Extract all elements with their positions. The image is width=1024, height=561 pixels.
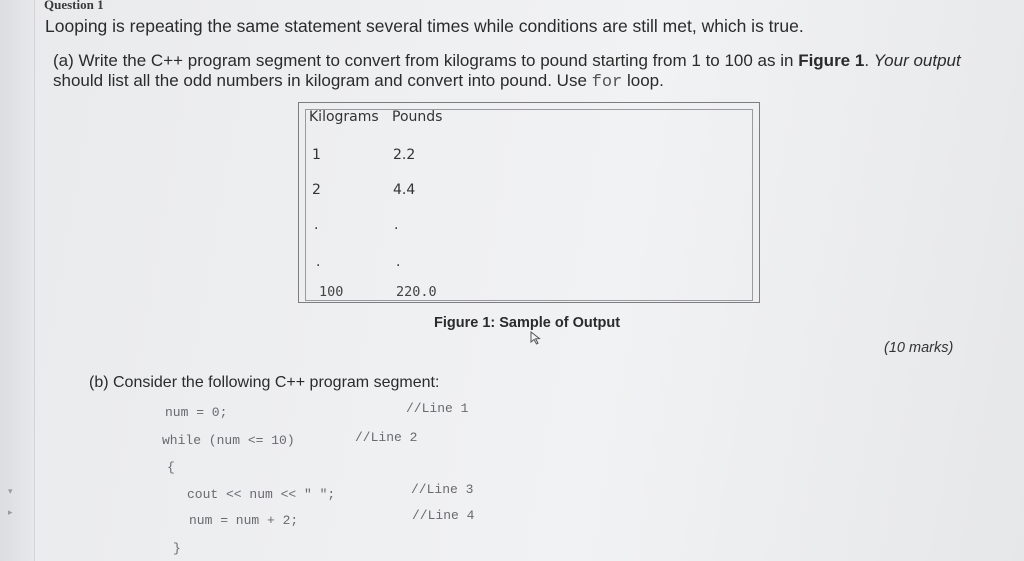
code-comment: //Line 2	[355, 430, 418, 445]
margin-arrow-icon: ▾	[8, 487, 13, 497]
code-line: num = 0;	[165, 405, 228, 420]
code-line: }	[173, 541, 181, 556]
code-comment: //Line 1	[406, 401, 469, 416]
code-keyword-for: for	[591, 73, 623, 92]
col-header-pounds: Pounds	[392, 109, 443, 125]
figure-reference: Figure 1	[798, 51, 865, 70]
part-a-text-1: (a) Write the C++ program segment to convert from kilograms to pound starting from 1 to 100 as in	[53, 51, 799, 70]
part-a-text-4: loop.	[622, 71, 664, 90]
row-lb: .	[394, 217, 399, 233]
code-line: {	[167, 460, 175, 475]
output-figure	[298, 102, 760, 303]
row-kg: .	[316, 254, 321, 270]
code-line: cout << num << " ";	[187, 487, 336, 502]
part-a-text	[53, 51, 1003, 93]
code-line: while (num <= 10)	[162, 433, 295, 448]
left-margin-strip	[0, 0, 35, 561]
row-lb: 2.2	[393, 147, 416, 163]
part-a-text-2: .	[864, 51, 874, 70]
part-b-prompt: (b) Consider the following C++ program segment:	[89, 374, 440, 391]
figure-caption: Figure 1: Sample of Output	[434, 315, 621, 331]
mouse-cursor-icon	[530, 331, 542, 345]
code-comment: //Line 4	[412, 508, 475, 523]
output-figure-inner	[305, 109, 753, 301]
question-label: Question 1	[44, 0, 104, 12]
row-lb: 220.0	[396, 284, 437, 300]
intro-text: Looping is repeating the same statement several times while conditions are still met, which is true.	[45, 16, 804, 36]
row-lb: 4.4	[393, 182, 416, 198]
code-comment: //Line 3	[411, 482, 474, 497]
col-header-kilograms: Kilograms	[309, 109, 379, 125]
row-lb: .	[396, 254, 401, 270]
code-line: num = num + 2;	[189, 513, 299, 528]
row-kg: 100	[319, 284, 344, 300]
marks-label: (10 marks)	[884, 340, 954, 356]
part-a-italic: Your output	[873, 51, 961, 70]
row-kg: .	[314, 217, 319, 233]
part-a-text-3: should list all the odd numbers in kilogram and convert into pound. Use	[53, 71, 592, 90]
row-kg: 2	[312, 182, 321, 198]
margin-arrow-icon: ▸	[8, 508, 13, 518]
row-kg: 1	[312, 147, 321, 163]
